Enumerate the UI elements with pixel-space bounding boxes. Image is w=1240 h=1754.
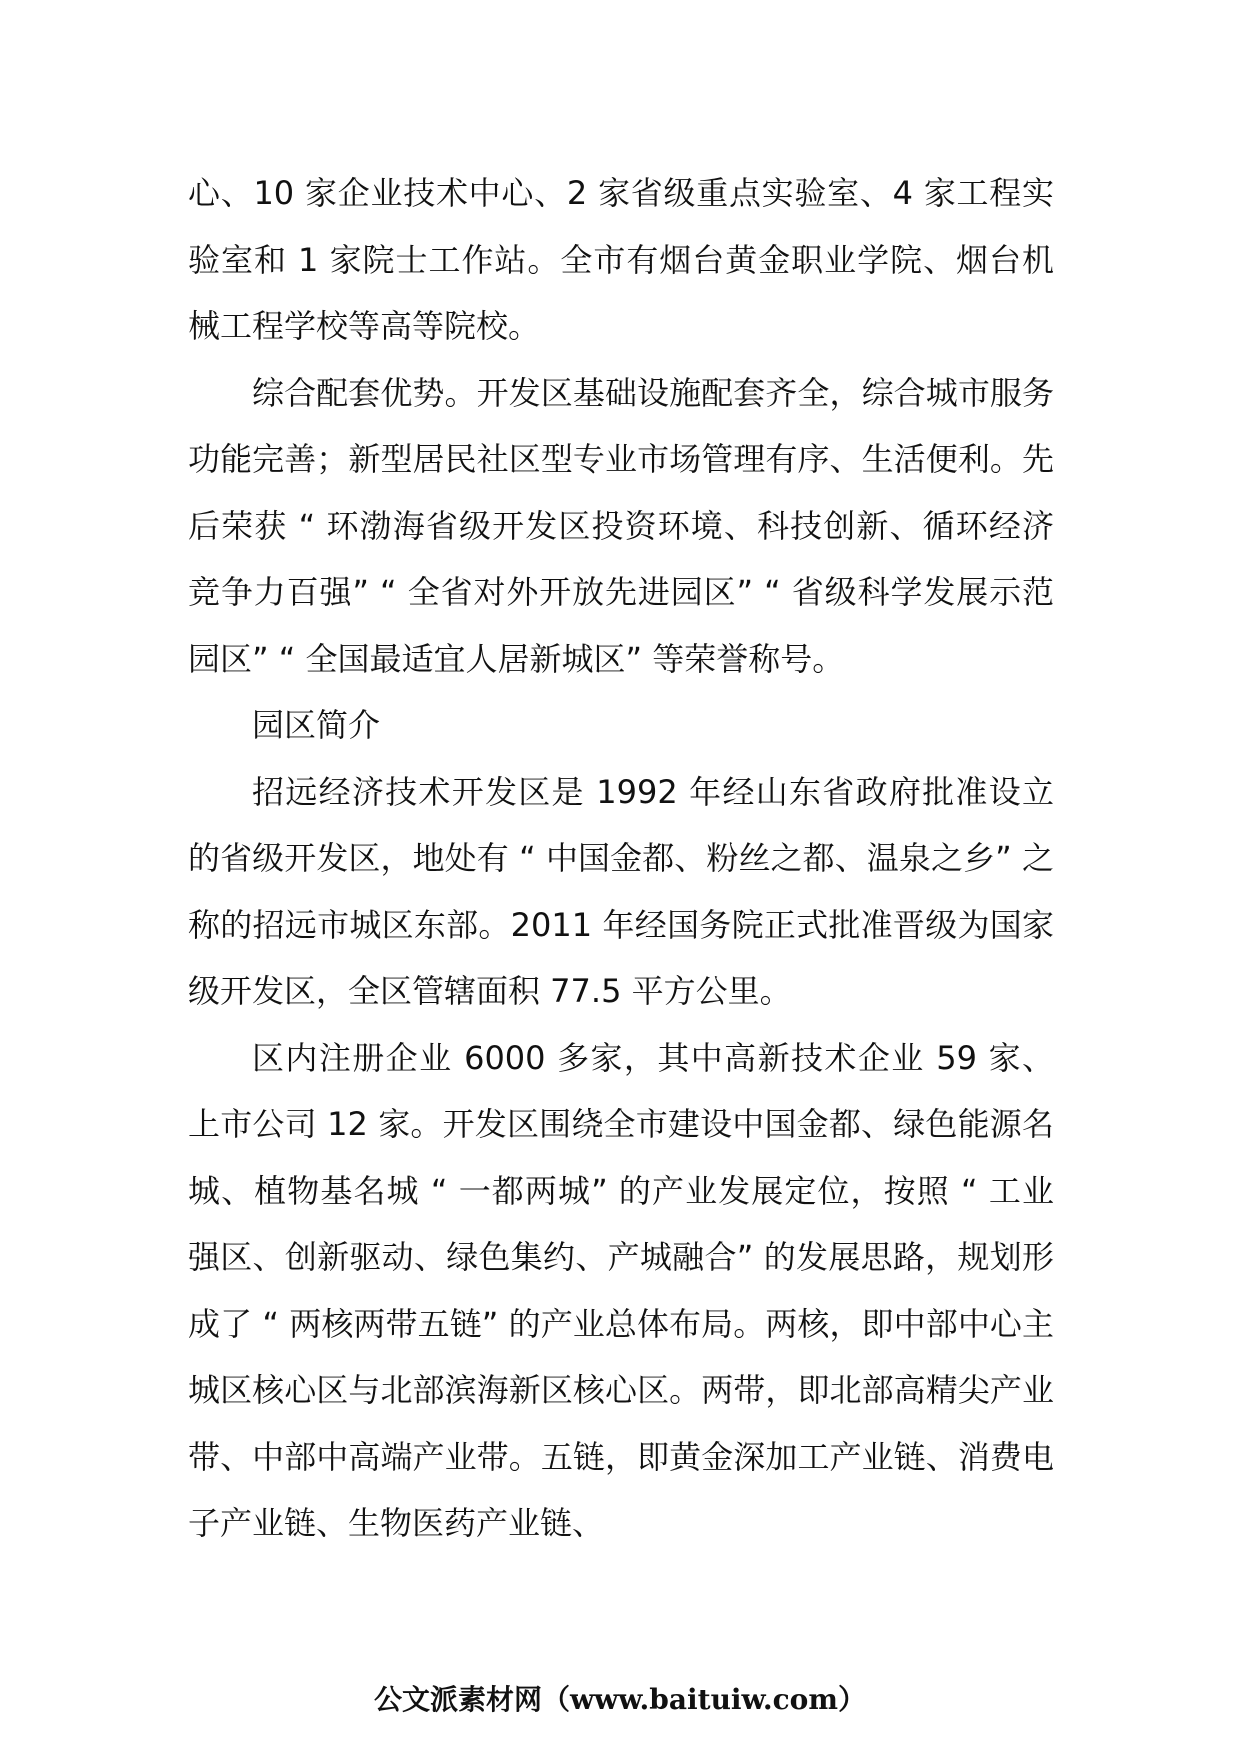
- paragraph-lab-summary: 心、10 家企业技术中心、2 家省级重点实验室、4 家工程实验室和 1 家院士工作站。全市有烟台黄金职业学院、烟台机械工程学校等高等院校。: [188, 174, 1054, 345]
- footer-watermark: 公文派素材网（www.baituiw.com）: [374, 1683, 866, 1716]
- paragraph-industry-layout: 区内注册企业 6000 多家，其中高新技术企业 59 家、上市公司 12 家。开发区围绕全市建设中国金都、绿色能源名城、植物基名城 “ 一都两城” 的产业发展定位，按照 “ 工业强区、创新驱动、绿色集约、产城融合” 的发展思路，规划形成了 “ 两核两带五链” 的产业总体布局。两核，即中部中心主城区核心区与北部滨海新区核心区。两带，即北部高精尖产业带、中部中高端产业带。五链，即黄金深加工产业链、消费电子产业链、生物医药产业链、: [188, 1038, 1054, 1542]
- section-heading-park-intro: 园区简介: [252, 706, 381, 744]
- document-body: [188, 160, 1054, 1557]
- paragraph-zone-overview: 招远经济技术开发区是 1992 年经山东省政府批准设立的省级开发区，地处有 “ 中国金都、粉丝之都、温泉之乡” 之称的招远市城区东部。2011 年经国务院正式批准晋级为国家级开发区，全区管辖面积 77.5 平方公里。: [188, 772, 1054, 1010]
- paragraph-supporting-advantages: 综合配套优势。开发区基础设施配套齐全，综合城市服务功能完善；新型居民社区型专业市场管理有序、生活便利。先后荣获 “ 环渤海省级开发区投资环境、科技创新、循环经济竞争力百强” “ 全省对外开放先进园区” “ 省级科学发展示范园区” “ 全国最适宜人居新城区” 等荣誉称号。: [188, 373, 1054, 678]
